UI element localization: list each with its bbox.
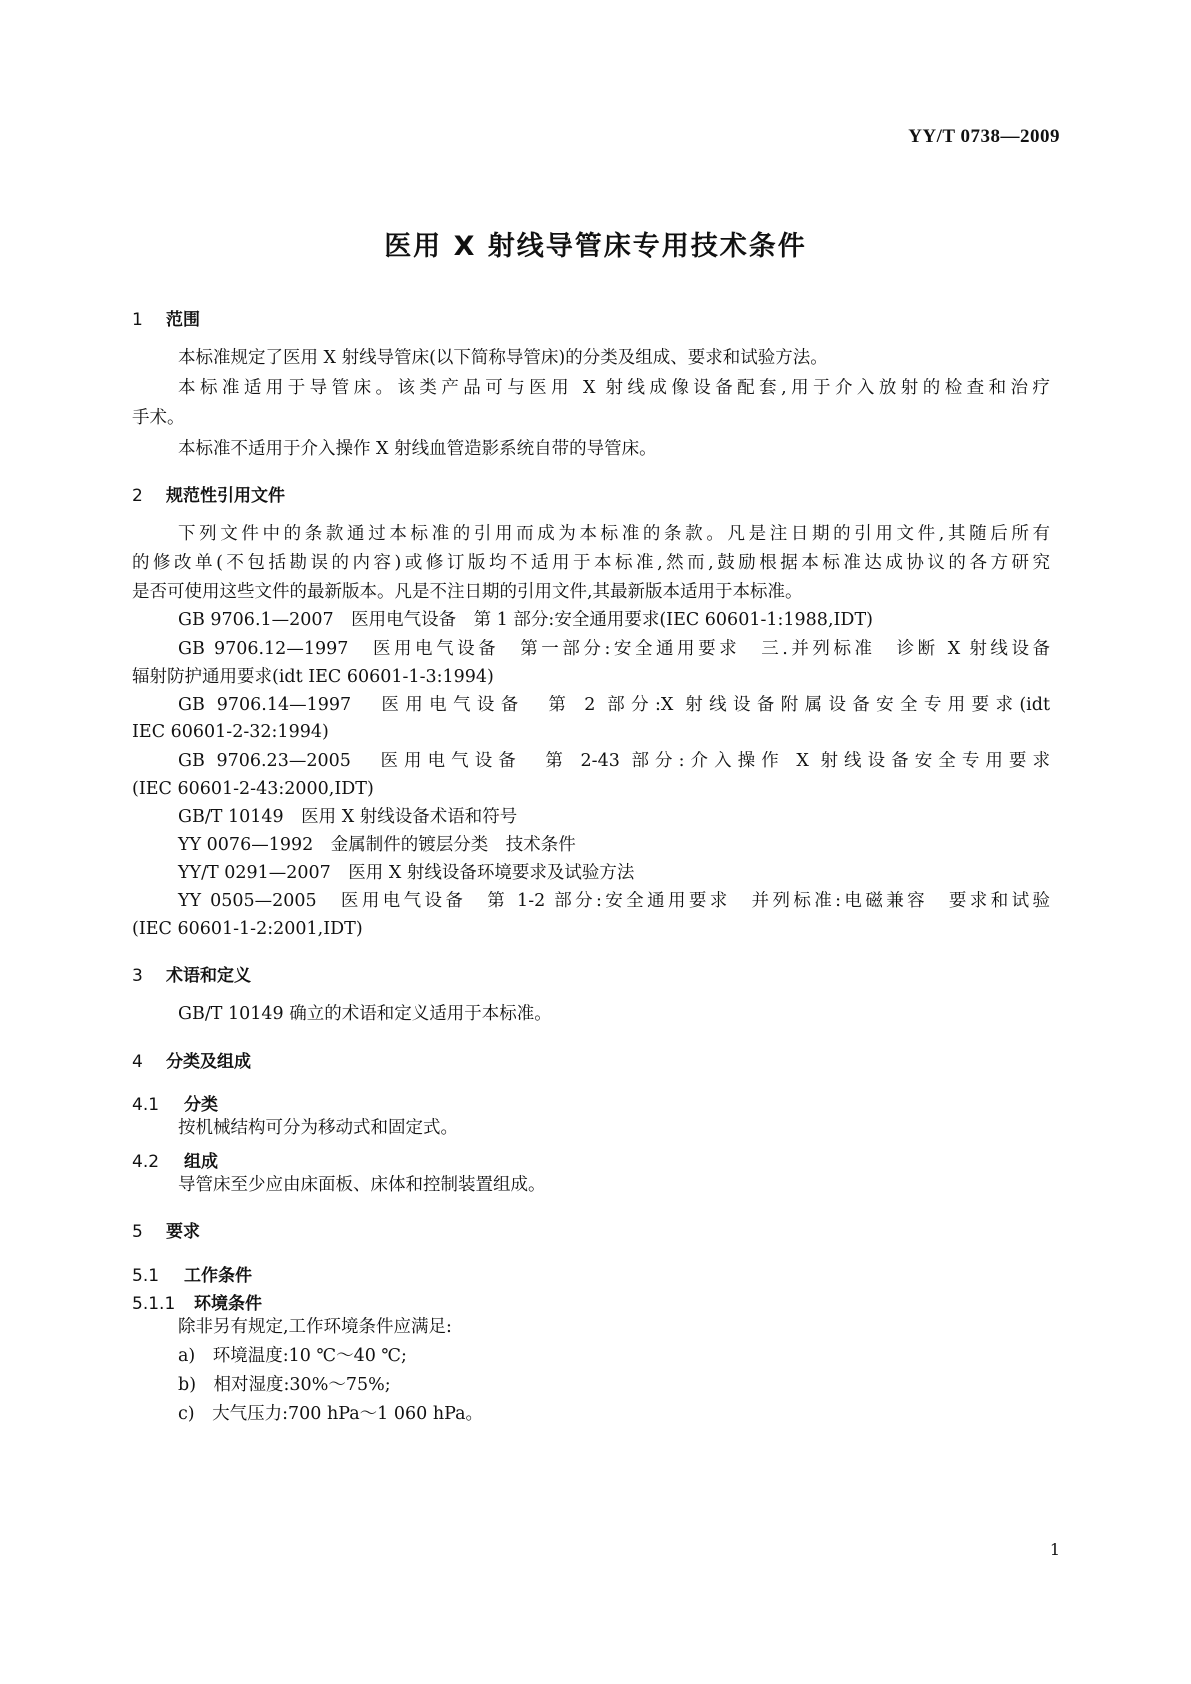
section-number: 1 [132, 310, 143, 330]
list-item: c) 大气压力:700 hPa～1 060 hPa。 [178, 1404, 484, 1424]
section-title: 环境条件 [194, 1294, 262, 1314]
page-number: 1 [1049, 1540, 1060, 1559]
reference-line: GB 9706.14—1997 医用电气设备 第 2 部分:X 射线设备附属设备安全专用要求(idt [178, 695, 1050, 715]
paragraph-line: 导管床至少应由床面板、床体和控制装置组成。 [178, 1175, 546, 1195]
section-title: 工作条件 [184, 1266, 252, 1286]
reference-line: YY 0076—1992 金属制件的镀层分类 技术条件 [178, 835, 576, 855]
section-title: 范围 [166, 310, 200, 330]
section-title: 分类 [184, 1095, 218, 1115]
reference-line: GB 9706.12—1997 医用电气设备 第一部分:安全通用要求 三.并列标准 诊断 X 射线设备 [178, 639, 1050, 659]
reference-line: 辐射防护通用要求(idt IEC 60601-1-3:1994) [132, 667, 494, 687]
paragraph-line: GB/T 10149 确立的术语和定义适用于本标准。 [178, 1004, 552, 1024]
section-title: 规范性引用文件 [166, 486, 285, 506]
reference-line: (IEC 60601-2-43:2000,IDT) [132, 779, 374, 799]
document-title: 医用 X 射线导管床专用技术条件 [384, 231, 807, 262]
paragraph-line: 除非另有规定,工作环境条件应满足: [178, 1317, 452, 1337]
paragraph-line: 本标准规定了医用 X 射线导管床(以下简称导管床)的分类及组成、要求和试验方法。 [178, 348, 828, 368]
section-2-heading [132, 481, 285, 506]
reference-line: IEC 60601-2-32:1994) [132, 722, 329, 742]
section-4-1-heading [132, 1090, 218, 1115]
reference-line: YY 0505—2005 医用电气设备 第 1-2 部分:安全通用要求 并列标准:电磁兼容 要求和试验 [178, 891, 1050, 911]
reference-line: YY/T 0291—2007 医用 X 射线设备环境要求及试验方法 [178, 863, 635, 883]
section-number: 2 [132, 486, 143, 506]
paragraph-line: 手术。 [132, 408, 185, 428]
section-number: 4.2 [132, 1152, 160, 1172]
paragraph-line: 下列文件中的条款通过本标准的引用而成为本标准的条款。凡是注日期的引用文件,其随后所有 [178, 524, 1050, 544]
section-title: 组成 [184, 1152, 218, 1172]
section-number: 5.1 [132, 1266, 160, 1286]
section-number: 5 [132, 1222, 143, 1242]
reference-line: (IEC 60601-1-2:2001,IDT) [132, 919, 363, 939]
reference-line: GB/T 10149 医用 X 射线设备术语和符号 [178, 807, 518, 827]
list-item: b) 相对湿度:30%～75%; [178, 1375, 391, 1395]
section-title: 要求 [166, 1222, 200, 1242]
section-4-heading [132, 1047, 251, 1072]
standard-code: YY/T 0738—2009 [908, 126, 1060, 147]
paragraph-line: 是否可使用这些文件的最新版本。凡是不注日期的引用文件,其最新版本适用于本标准。 [132, 582, 803, 602]
paragraph-line: 的修改单(不包括勘误的内容)或修订版均不适用于本标准,然而,鼓励根据本标准达成协议的各方研究 [132, 553, 1050, 573]
reference-line: GB 9706.23—2005 医用电气设备 第 2-43 部分:介入操作 X 射线设备安全专用要求 [178, 751, 1050, 771]
list-item: a) 环境温度:10 ℃～40 ℃; [178, 1346, 407, 1366]
paragraph-line: 本标准不适用于介入操作 X 射线血管造影系统自带的导管床。 [178, 439, 657, 459]
reference-line: GB 9706.1—2007 医用电气设备 第 1 部分:安全通用要求(IEC 60601-1:1988,IDT) [178, 610, 873, 630]
section-title: 分类及组成 [166, 1052, 251, 1072]
section-3-heading [132, 961, 251, 986]
section-4-2-heading [132, 1147, 218, 1172]
section-5-heading [132, 1217, 200, 1242]
paragraph-line: 本标准适用于导管床。该类产品可与医用 X 射线成像设备配套,用于介入放射的检查和治疗 [178, 378, 1050, 398]
section-number: 4 [132, 1052, 143, 1072]
section-title: 术语和定义 [166, 966, 251, 986]
section-number: 4.1 [132, 1095, 160, 1115]
section-number: 5.1.1 [132, 1294, 176, 1314]
paragraph-line: 按机械结构可分为移动式和固定式。 [178, 1118, 458, 1138]
section-number: 3 [132, 966, 143, 986]
section-5-1-heading [132, 1261, 252, 1286]
section-1-heading [132, 305, 200, 330]
section-5-1-1-heading [132, 1289, 262, 1314]
